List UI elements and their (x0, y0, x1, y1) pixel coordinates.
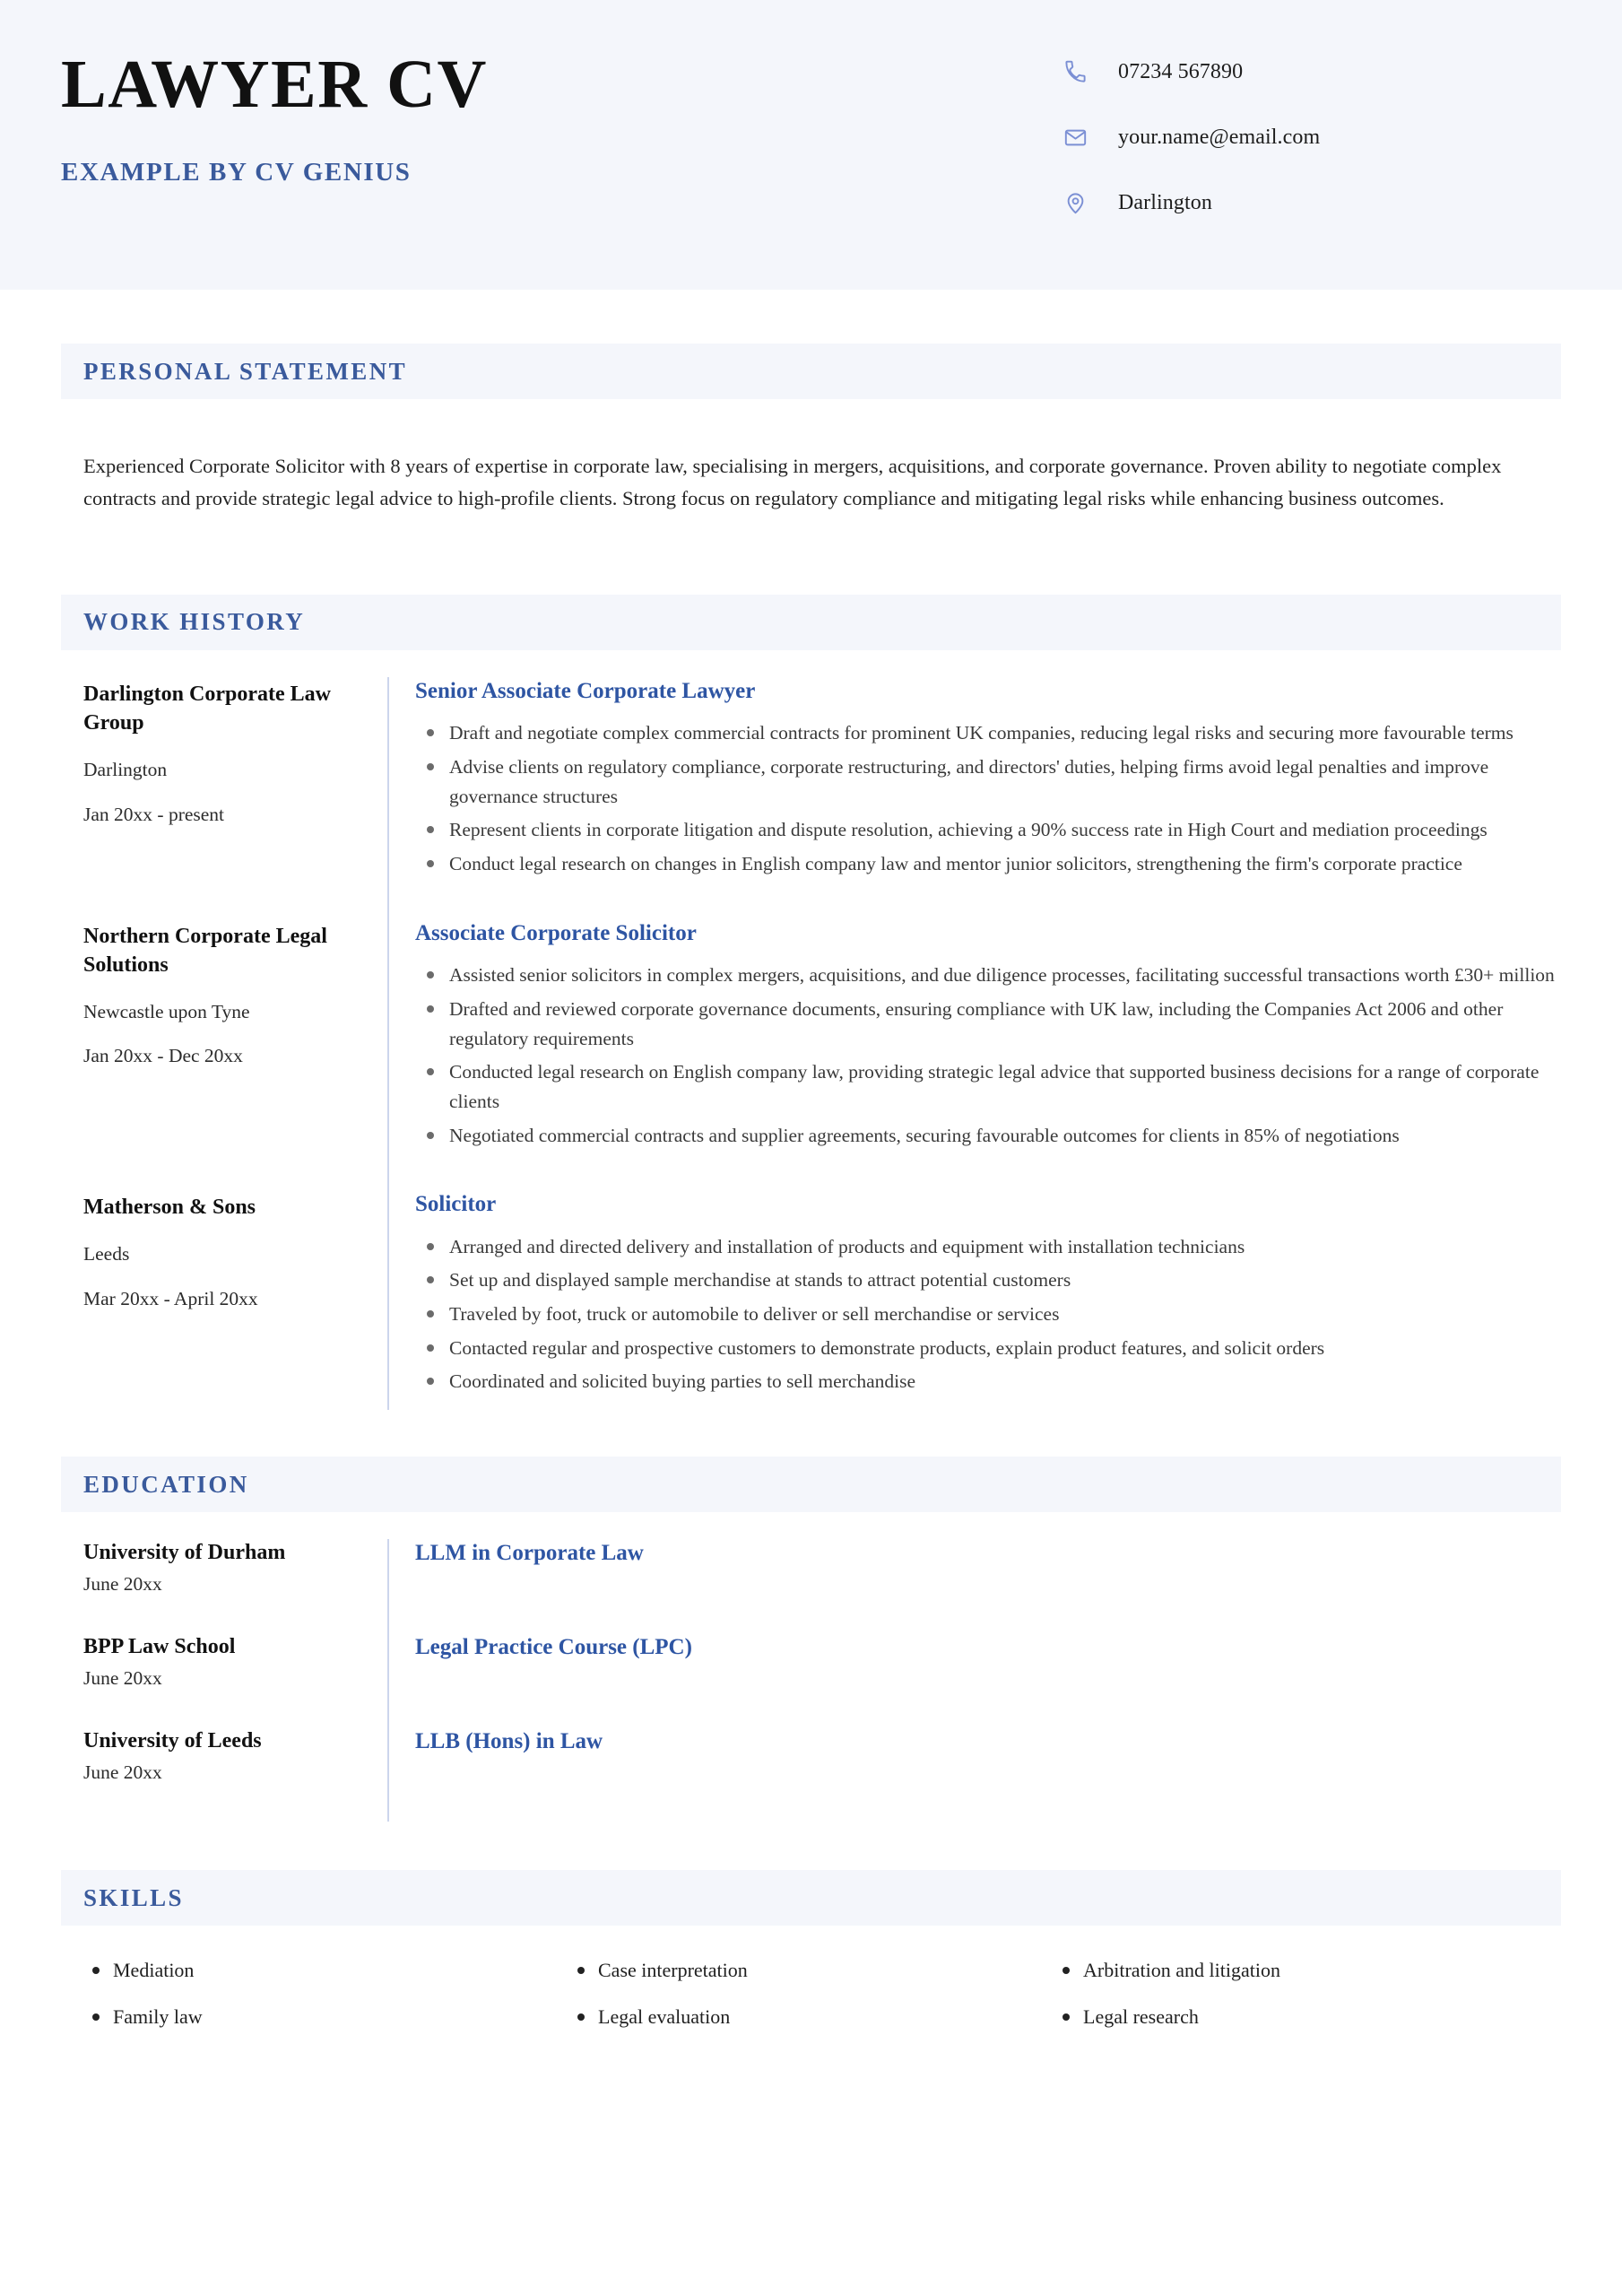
location-pin-icon (1059, 187, 1091, 220)
skill-item: Case interpretation (568, 1958, 1054, 2005)
personal-statement-body: Experienced Corporate Solicitor with 8 years of expertise in corporate law, specialising in mergers, acquisitions, and corporate governance. Proven ability to negotiate complex contracts and provide strategic legal advice to high-profile clients. Strong focus on regulatory compliance and mitigating legal risks while enhancing business outcomes. (83, 454, 1502, 509)
work-bullet: Advise clients on regulatory compliance, corporate restructuring, and directors' duties, helping firms avoid legal penalties and improve governance structures (446, 752, 1561, 811)
education-date: June 20xx (83, 1573, 162, 1596)
skill-item: Arbitration and litigation (1054, 1958, 1539, 2005)
work-bullet: Coordinated and solicited buying parties to sell merchandise (446, 1367, 1561, 1396)
skill-item: Legal evaluation (568, 2005, 1054, 2051)
work-bullet: Set up and displayed sample merchandise at stands to attract potential customers (446, 1265, 1561, 1295)
work-bullet: Drafted and reviewed corporate governance documents, ensuring compliance with UK law, including the Companies Act 2006 and other regulatory requirements (446, 995, 1561, 1053)
work-bullet: Traveled by foot, truck or automobile to deliver or sell merchandise or services (446, 1300, 1561, 1329)
work-bullet: Represent clients in corporate litigation and dispute resolution, achieving a 90% success rate in High Court and mediation proceedings (446, 815, 1561, 845)
work-entry-meta (83, 892, 387, 1164)
education-date: June 20xx (83, 1667, 162, 1690)
work-company-name: Matherson & Sons (83, 1196, 256, 1220)
work-job-title: Solicitor (415, 1192, 497, 1217)
education-school-name: University of Leeds (83, 1729, 262, 1753)
contact-block (1059, 0, 1561, 236)
contact-phone-value: 07234 567890 (1118, 60, 1244, 83)
work-bullet-list (415, 1232, 1561, 1396)
section-title-education: EDUCATION (83, 1470, 249, 1498)
work-entry-detail (389, 1163, 1561, 1410)
education-entries (61, 1512, 1561, 1822)
work-location: Newcastle upon Tyne (83, 1000, 250, 1022)
education-school-name: University of Durham (83, 1541, 286, 1565)
section-header-personal-statement (61, 344, 1561, 399)
work-bullet: Assisted senior solicitors in complex mergers, acquisitions, and due diligence processes, facilitating successful transactions worth £30+ million (446, 961, 1561, 990)
work-job-title: Associate Corporate Solicitor (415, 920, 697, 945)
work-location: Leeds (83, 1243, 130, 1265)
work-company-name: Darlington Corporate Law Group (83, 682, 331, 735)
work-dates: Jan 20xx - present (83, 803, 225, 825)
work-bullet: Arranged and directed delivery and installation of products and equipment with installation technicians (446, 1232, 1561, 1262)
education-schools-column (83, 1539, 387, 1822)
cv-masthead (0, 0, 1622, 290)
identity-block (61, 0, 488, 187)
work-dates: Mar 20xx - April 20xx (83, 1288, 258, 1310)
education-degree-name: LLB (Hons) in Law (415, 1729, 603, 1754)
education-degree-block (415, 1539, 1561, 1633)
work-location: Darlington (83, 758, 168, 780)
education-degree-name: Legal Practice Course (LPC) (415, 1635, 692, 1660)
education-school-block (83, 1727, 360, 1822)
work-job-title: Senior Associate Corporate Lawyer (415, 678, 756, 703)
work-bullet: Conduct legal research on changes in English company law and mentor junior solicitors, strengthening the firm's corporate practice (446, 849, 1561, 879)
section-title-work-history: WORK HISTORY (83, 608, 306, 636)
education-degree-name: LLM in Corporate Law (415, 1541, 644, 1566)
work-bullet: Negotiated commercial contracts and supplier agreements, securing favourable outcomes for clients in 85% of negotiations (446, 1121, 1561, 1151)
work-entry-meta (83, 1163, 387, 1410)
work-entry (83, 892, 1561, 1164)
work-dates: Jan 20xx - Dec 20xx (83, 1045, 243, 1067)
education-degree-block (415, 1633, 1561, 1727)
contact-location-value: Darlington (1118, 191, 1212, 214)
skill-item: Family law (83, 2005, 568, 2051)
work-bullet: Contacted regular and prospective customers to demonstrate products, explain product features, and solicit orders (446, 1334, 1561, 1363)
work-entry-detail (389, 892, 1561, 1164)
education-degrees-column (389, 1539, 1561, 1822)
skill-item: Legal research (1054, 2005, 1539, 2051)
cv-name-title: LAWYER CV (61, 47, 488, 122)
education-date: June 20xx (83, 1761, 162, 1784)
education-school-block (83, 1633, 360, 1727)
skills-list (61, 1926, 1561, 2051)
education-school-block (83, 1539, 360, 1633)
work-history-entries (61, 650, 1561, 1410)
section-header-work-history (61, 595, 1561, 650)
section-header-education (61, 1457, 1561, 1512)
cv-subtitle: EXAMPLE BY CV GENIUS (61, 158, 412, 187)
work-entry (83, 1163, 1561, 1410)
section-header-skills (61, 1870, 1561, 1926)
cv-content (0, 290, 1622, 2051)
phone-icon (1059, 57, 1091, 89)
work-company-name: Northern Corporate Legal Solutions (83, 924, 327, 977)
work-bullet-list (415, 718, 1561, 878)
education-degree-block (415, 1727, 1561, 1822)
work-entry-meta (83, 677, 387, 892)
education-school-name: BPP Law School (83, 1635, 236, 1659)
section-title-skills: SKILLS (83, 1883, 184, 1911)
work-entry (83, 677, 1561, 892)
contact-row-location (1059, 170, 1561, 236)
contact-email-value: your.name@email.com (1118, 126, 1321, 149)
work-bullet-list (415, 961, 1561, 1150)
work-bullet: Conducted legal research on English company law, providing strategic legal advice that supported business decisions for a range of corporate clients (446, 1057, 1561, 1116)
work-bullet: Draft and negotiate complex commercial contracts for prominent UK companies, reducing legal risks and securing more favourable terms (446, 718, 1561, 748)
work-entry-detail (389, 677, 1561, 892)
envelope-icon (1059, 122, 1091, 154)
contact-row-phone (1059, 39, 1561, 105)
section-title-personal-statement: PERSONAL STATEMENT (83, 357, 408, 385)
skill-item: Mediation (83, 1958, 568, 2005)
contact-row-email (1059, 105, 1561, 170)
